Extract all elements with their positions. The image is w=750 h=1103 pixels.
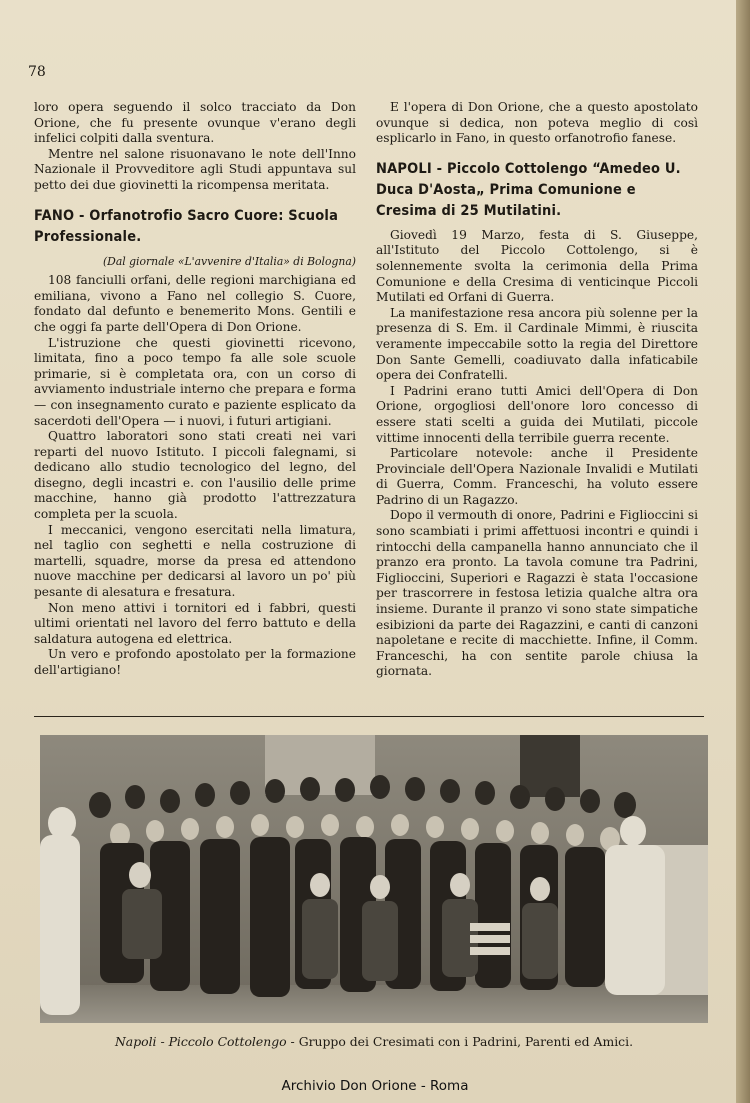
archive-footer: Archivio Don Orione - Roma (281, 1078, 469, 1094)
fano-paragraph-5: Non meno attivi i tornitori ed i fabbri, questi ultimi orientati nel lavoro del ferro battuto e della saldatura autogena ed elettrica. (34, 600, 356, 646)
section-divider (34, 716, 704, 717)
caption-separator: - (286, 1034, 299, 1049)
fano-paragraph-3: Quattro laboratori sono stati creati nei vari reparti del nuovo Istituto. I piccoli falegnami, si dedicano allo studio tecnologico del legno, del disegno, degli incastri e. con l'ausilio delle prime macchine, hanno già prodotto l'attrezzatura completa per la scuola. (34, 429, 356, 522)
group-photo-illustration (40, 735, 708, 1023)
napoli-paragraph-4: Particolare notevole: anche il Presidente Provinciale dell'Opera Nazionale Invalidi e Mutilati di Guerra, Comm. Franceschi, ha voluto essere Padrino di un Ragazzo. (376, 446, 698, 507)
fano-section-title: FANO - Orfanotrofio Sacro Cuore: Scuola Professionale. (34, 207, 339, 245)
napoli-paragraph-2: La manifestazione resa ancora più solenne per la presenza di S. Em. il Cardinale Mimmi, è riuscita veramente impeccabile sotto la regia del Direttore Don Sante Gemelli, coadiuvato dalla infaticabile opera dei Confratelli. (376, 305, 698, 383)
fano-paragraph-4: I meccanici, vengono esercitati nella limatura, nel taglio con seghetti e nella costruzione di martelli, squadre, morse da presa ed attendono nuove macchine per dedicarsi al lavoro un po' più pesante di alesatura e fresatura. (34, 522, 356, 600)
right-intro-paragraph: E l'opera di Don Orione, che a questo apostolato ovunque si dedica, non poteva meglio di così esplicarlo in Fano, in questo orfanotrofio fanese. (376, 100, 698, 146)
napoli-paragraph-1: Giovedì 19 Marzo, festa di S. Giuseppe, all'Istituto del Piccolo Cottolengo, si è solennemente svolta la cerimonia della Prima Comunione e della Cresima di venticinque Piccoli Mutilati ed Orfani di Guerra. (376, 227, 698, 305)
caption-place: Napoli - Piccolo Cottolengo (114, 1034, 287, 1049)
fano-paragraph-2: L'istruzione che questi giovinetti ricevono, limitata, fino a poco tempo fa alle sole scuole primarie, si è completata ora, con un corso di avviamento industriale interno che prepara e forma — con insegnamento curato e paziente esplicato da sacerdoti dell'Opera — i nuovi, i futuri artigiani. (34, 335, 356, 428)
napoli-section-title: NAPOLI - Piccolo Cottolengo “Amedeo U. Duca D'Aosta„ Prima Comunione e Cresima di 25 Mutilatini. (376, 160, 681, 219)
fano-source-note: (Dal giornale «L'avvenire d'Italia» di Bologna) (102, 254, 356, 268)
napoli-paragraph-5: Dopo il vermouth di onore, Padrini e Figlioccini si sono scambiati i primi affettuosi incontri e quindi i rintocchi della campanella hanno annunciato che il pranzo era pronto. La tavola comune tra Padrini, Figlioccini, Superiori e Ragazzi è stata l'occasione per trascorrere in festosa letizia qualche altra ora insieme. Durante il pranzo vi sono state simpatiche esibizioni da parte dei Ragazzini, e canti di canzoni napoletane e recite di macchiette. Infine, il Comm. Franceschi, ha con sentite parole chiusa la giornata. (376, 508, 698, 679)
fano-paragraph-6: Un vero e profondo apostolato per la formazione dell'artigiano! (34, 647, 356, 677)
left-intro-paragraph-2: Mentre nel salone risuonavano le note dell'Inno Nazionale il Provveditore agli Studi appuntava sul petto dei due giovinetti la ricompensa meritata. (34, 146, 356, 192)
napoli-paragraph-3: I Padrini erano tutti Amici dell'Opera di Don Orione, orgogliosi dell'onore loro concesso di essere stati scelti a guida dei Mutilati, piccole vittime innocenti della terribile guerra recente. (376, 383, 698, 445)
right-column (376, 100, 698, 680)
caption-text: Gruppo dei Cresimati con i Padrini, Parenti ed Amici. (298, 1034, 634, 1049)
fano-paragraph-1: 108 fanciulli orfani, delle regioni marchigiana ed emiliana, vivono a Fano nel collegio S. Cuore, fondato dal defunto e benemerito Mons. Gentili e che oggi fa parte dell'Opera di Don Orione. (34, 273, 356, 334)
left-intro-paragraph-1: loro opera seguendo il solco tracciato da Don Orione, che fu presente ovunque v'erano degli infelici colpiti dalla sventura. (34, 100, 356, 146)
page-edge (736, 0, 750, 1103)
left-column (34, 100, 356, 679)
group-photo (40, 735, 708, 1023)
photo-caption (40, 1034, 708, 1049)
page-number: 78 (28, 64, 46, 80)
